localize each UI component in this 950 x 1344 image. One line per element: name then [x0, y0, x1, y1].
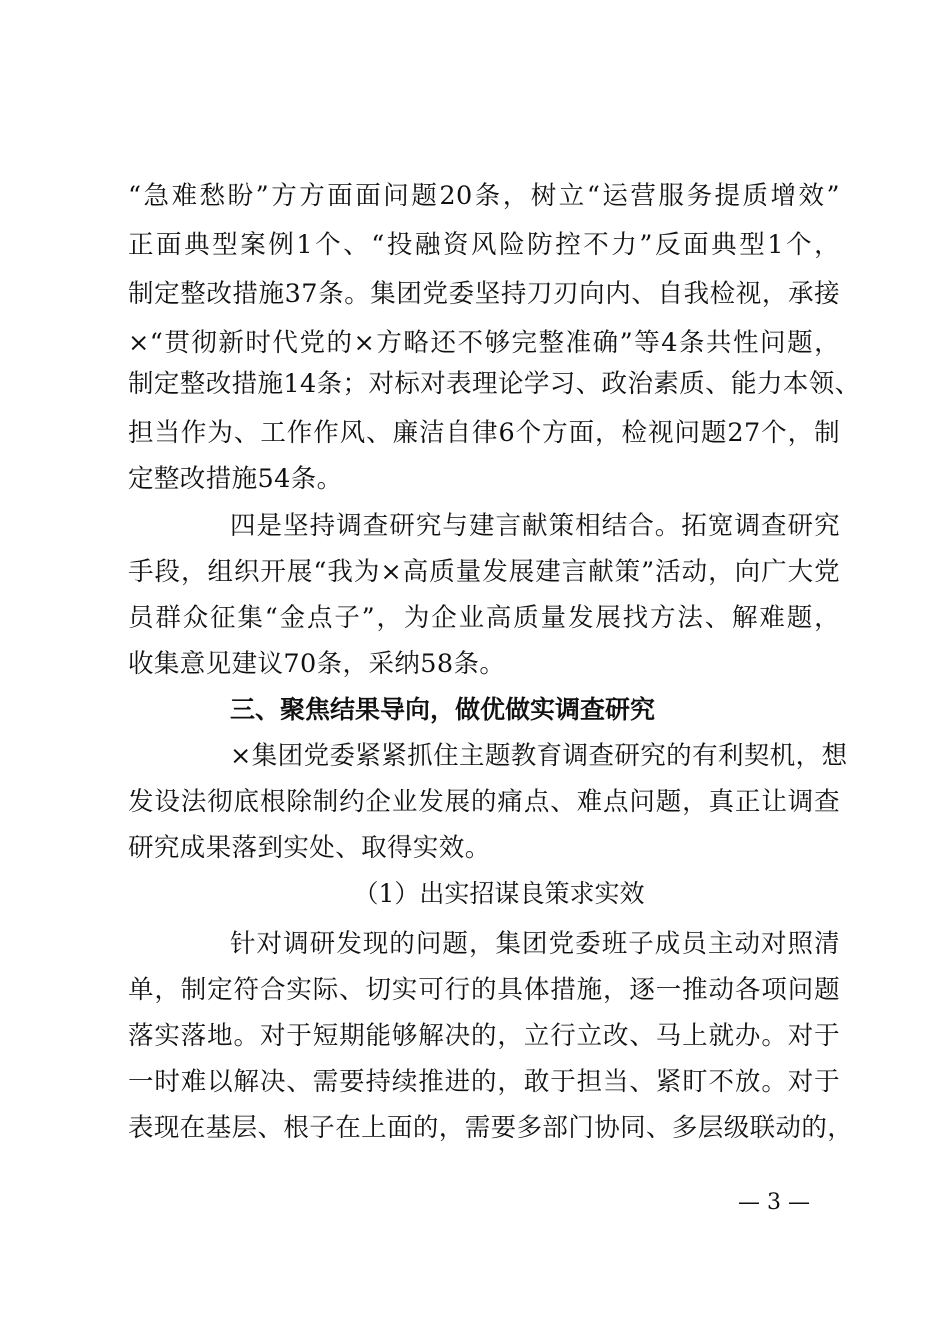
- paragraph-line: 员群众征集“金点子”，为企业高质量发展找方法、解难题，: [128, 603, 840, 633]
- paragraph-line: 制定整改措施14条；对标对表理论学习、政治素质、能力本领、: [128, 369, 861, 399]
- paragraph-line: 落实落地。对于短期能够解决的，立行立改、马上就办。对于: [128, 1021, 840, 1051]
- page-number: — 3 —: [738, 1190, 810, 1215]
- paragraph-line: 正面典型案例1个、“投融资风险防控不力”反面典型1个，: [128, 230, 840, 260]
- subsection-heading: （1）出实招谋良策求实效: [353, 879, 645, 908]
- paragraph-line: ×“贯彻新时代党的×方略还不够完整准确”等4条共性问题，: [128, 328, 840, 358]
- paragraph-line: 针对调研发现的问题，集团党委班子成员主动对照清: [230, 929, 840, 959]
- paragraph-line: 研究成果落到实处、取得实效。: [128, 833, 491, 863]
- paragraph-line: 制定整改措施37条。集团党委坚持刀刃向内、自我检视，承接: [128, 279, 840, 309]
- paragraph-line: 定整改措施54条。: [128, 464, 343, 494]
- paragraph-line: 手段，组织开展“我为×高质量发展建言献策”活动，向广大党: [128, 557, 840, 587]
- paragraph-line: 单，制定符合实际、切实可行的具体措施，逐一推动各项问题: [128, 975, 840, 1005]
- paragraph-line: 表现在基层、根子在上面的，需要多部门协同、多层级联动的，: [128, 1113, 854, 1143]
- paragraph-line: 四是坚持调查研究与建言献策相结合。拓宽调查研究: [230, 511, 840, 541]
- paragraph-line: “急难愁盼”方方面面问题20条，树立“运营服务提质增效”: [128, 181, 840, 211]
- paragraph-line: 担当作为、工作作风、廉洁自律6个方面，检视问题27个，制: [128, 418, 840, 448]
- paragraph-line: 发设法彻底根除制约企业发展的痛点、难点问题，真正让调查: [128, 787, 840, 817]
- paragraph-line: ×集团党委紧紧抓住主题教育调查研究的有利契机，想: [230, 741, 848, 771]
- paragraph-line: 收集意见建议70条，采纳58条。: [128, 649, 506, 679]
- section-heading: 三、聚焦结果导向，做优做实调查研究: [230, 695, 656, 724]
- paragraph-line: 一时难以解决、需要持续推进的，敢于担当、紧盯不放。对于: [128, 1067, 840, 1097]
